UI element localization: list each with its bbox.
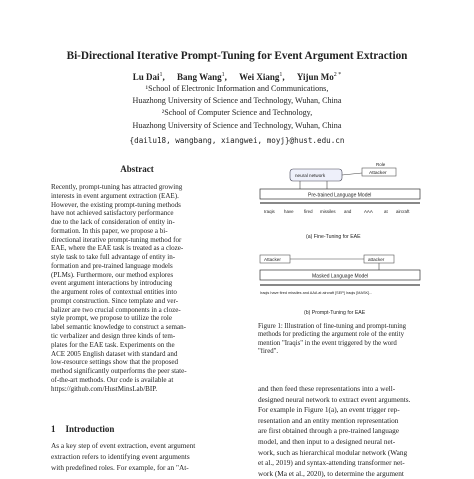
introduction-body: [51, 441, 237, 473]
abstract-line: balizer are two crucial components in a cloze-: [51, 305, 181, 314]
author-name: Yijun Mo: [296, 72, 334, 82]
figure-caption-line: methods for predicting the argument role of the entity: [258, 331, 404, 339]
token: missiles: [320, 209, 336, 214]
introduction-line: As a key step of event extraction, event argument: [51, 441, 196, 450]
abstract-line: low-resource settings show that the proposed: [51, 358, 179, 367]
abstract-line: directional iterative prompt-tuning method for: [51, 235, 182, 244]
body-text-line: work, such as hierarchical modular network (Wang: [258, 447, 408, 457]
figure-caption-line: mention "Iraqis" in the event triggered by the word: [258, 339, 397, 347]
affiliation-line: ²School of Computer Science and Technology,: [161, 108, 313, 117]
right-word-label: attacker: [368, 257, 385, 262]
token: fired: [304, 209, 313, 214]
author-list: [0, 72, 474, 82]
author-affiliation-mark: 1: [159, 72, 163, 78]
role-label: Role: [376, 162, 386, 167]
section-title: Introduction: [65, 424, 115, 434]
figure-caption: [258, 323, 444, 357]
affiliation-line: ¹School of Electronic Information and Communications,: [145, 84, 329, 93]
abstract-line: However, the existing prompt-tuning methods: [51, 200, 181, 209]
author: [297, 72, 341, 82]
abstract-line: interests in event argument extraction (EAE).: [51, 191, 179, 200]
abstract-line: style prompt, we propose to utilize the role: [51, 314, 172, 323]
author-name: Lu Dai: [132, 72, 160, 82]
author: Wei Xiang$^1$,: [239, 72, 285, 82]
body-text-line: model, and then input to a designed neural net-: [258, 436, 396, 446]
role-value: Attacker: [369, 171, 387, 176]
panel-b-caption: (b) Prompt-Tuning for EAE: [304, 310, 366, 316]
section-number: 1: [51, 424, 56, 434]
body-text-line: et al., 2019) and syntax-attending transformer net-: [258, 458, 405, 468]
author-name: Wei Xiang: [239, 72, 280, 82]
author: Lu Dai$^1$,: [132, 72, 165, 82]
abstract-line: plates for the EAE task. Experiments on the: [51, 340, 175, 349]
affiliation-line: Huazhong University of Science and Technology, Wuhan, China: [132, 96, 342, 105]
figure-1: [252, 158, 448, 318]
figure-caption-line: "fired".: [258, 348, 279, 356]
body-text-line: designed neural network to extract event arguments.: [258, 394, 411, 404]
author: Bang Wang$^1$,: [176, 72, 227, 82]
right-column-body: [258, 384, 444, 479]
abstract-line: (PLMs). Furthermore, our method explores: [51, 270, 174, 279]
abstract-line: method significantly outperforms the peer state-: [51, 367, 187, 376]
author-affiliation-mark: 2 *: [333, 72, 342, 78]
body-text-line: resentation and an entity mention representation: [258, 415, 399, 425]
token: and: [344, 209, 352, 214]
section-heading-introduction: [51, 424, 114, 434]
introduction-line: with predefined roles. For example, for an "At-: [51, 462, 189, 472]
token: have: [284, 209, 294, 214]
abstract-line: tic verbalizer and design three kinds of tem-: [51, 332, 176, 341]
figure-caption-line: Figure 1: Illustration of fine-tuning and prompt-tuning: [258, 323, 406, 330]
paper-title: Bi-Directional Iterative Prompt-Tuning for Event Argument Extraction: [66, 50, 408, 62]
abstract-line: Recently, prompt-tuning has attracted growing: [51, 183, 183, 191]
author-affiliation-mark: 1: [279, 72, 283, 78]
token: at: [384, 209, 388, 214]
abstract-line: ACE 2005 English dataset with standard and: [51, 349, 178, 358]
abstract-heading: Abstract: [120, 164, 154, 174]
plm-label: Pre-trained Language Model: [308, 192, 372, 199]
token: aircraft: [396, 209, 410, 214]
abstract-line: due to the lack of consideration of entity in-: [51, 218, 175, 227]
abstract-line: label semantic knowledge to construct a seman-: [51, 323, 187, 332]
body-text-line: and then feed these representations into a well-: [258, 384, 396, 393]
token: Iraqis: [264, 209, 275, 214]
mlm-label: Masked Language Model: [312, 273, 369, 280]
abstract-line: have not achieved satisfactory performance: [51, 209, 174, 218]
abstract-line: style task to take full advantage of entity in-: [51, 253, 176, 262]
body-text-line: are first obtained through a pre-trained language: [258, 426, 400, 436]
abstract-line: the argument roles of contextual entities into: [51, 288, 177, 297]
abstract-body: [51, 183, 223, 393]
affiliation-line: Huazhong University of Science and Technology, Wuhan, China: [132, 121, 342, 130]
author-affiliation-mark: 1: [221, 72, 225, 78]
token: AAA: [364, 209, 373, 214]
abstract-line: EAE, where the EAE task is treated as a cloze-: [51, 244, 184, 253]
panel-a-caption: (a) Fine-Tuning for EAE: [306, 234, 361, 240]
abstract-line: of-the-art methods. Our code is available at: [51, 375, 174, 384]
abstract-line: event argument interactions by introducing: [51, 279, 173, 288]
figure-panel-a: [260, 162, 420, 240]
author-emails: {dailu18, wangbang, xiangwei, moyj}@hust.edu.cn: [129, 136, 345, 145]
prompt-input-text: Iraqis have fired missiles and AAA at aircraft [SEP] Iraqis [MASK]...: [260, 291, 373, 295]
figure-panel-b: [260, 255, 420, 316]
body-text-line: work (Ma et al., 2020), to determine the argument: [258, 468, 404, 478]
abstract-line: formation. In this paper, we propose a bi-: [51, 226, 168, 235]
abstract-line: https://github.com/HustMinsLab/BIP.: [51, 384, 158, 393]
abstract-line: prompt construction. Since template and ver-: [51, 296, 179, 305]
flow-arrow: [342, 173, 362, 175]
body-text-line: For example in Figure 1(a), an event trigger rep-: [258, 405, 400, 415]
author-name: Bang Wang: [176, 72, 222, 82]
abstract-line: formation and pre-trained language models: [51, 261, 173, 270]
introduction-line: extraction refers to identifying event arguments: [51, 451, 190, 461]
neural-network-label: neural network: [295, 173, 326, 178]
left-word-label: Attacker: [264, 257, 281, 262]
